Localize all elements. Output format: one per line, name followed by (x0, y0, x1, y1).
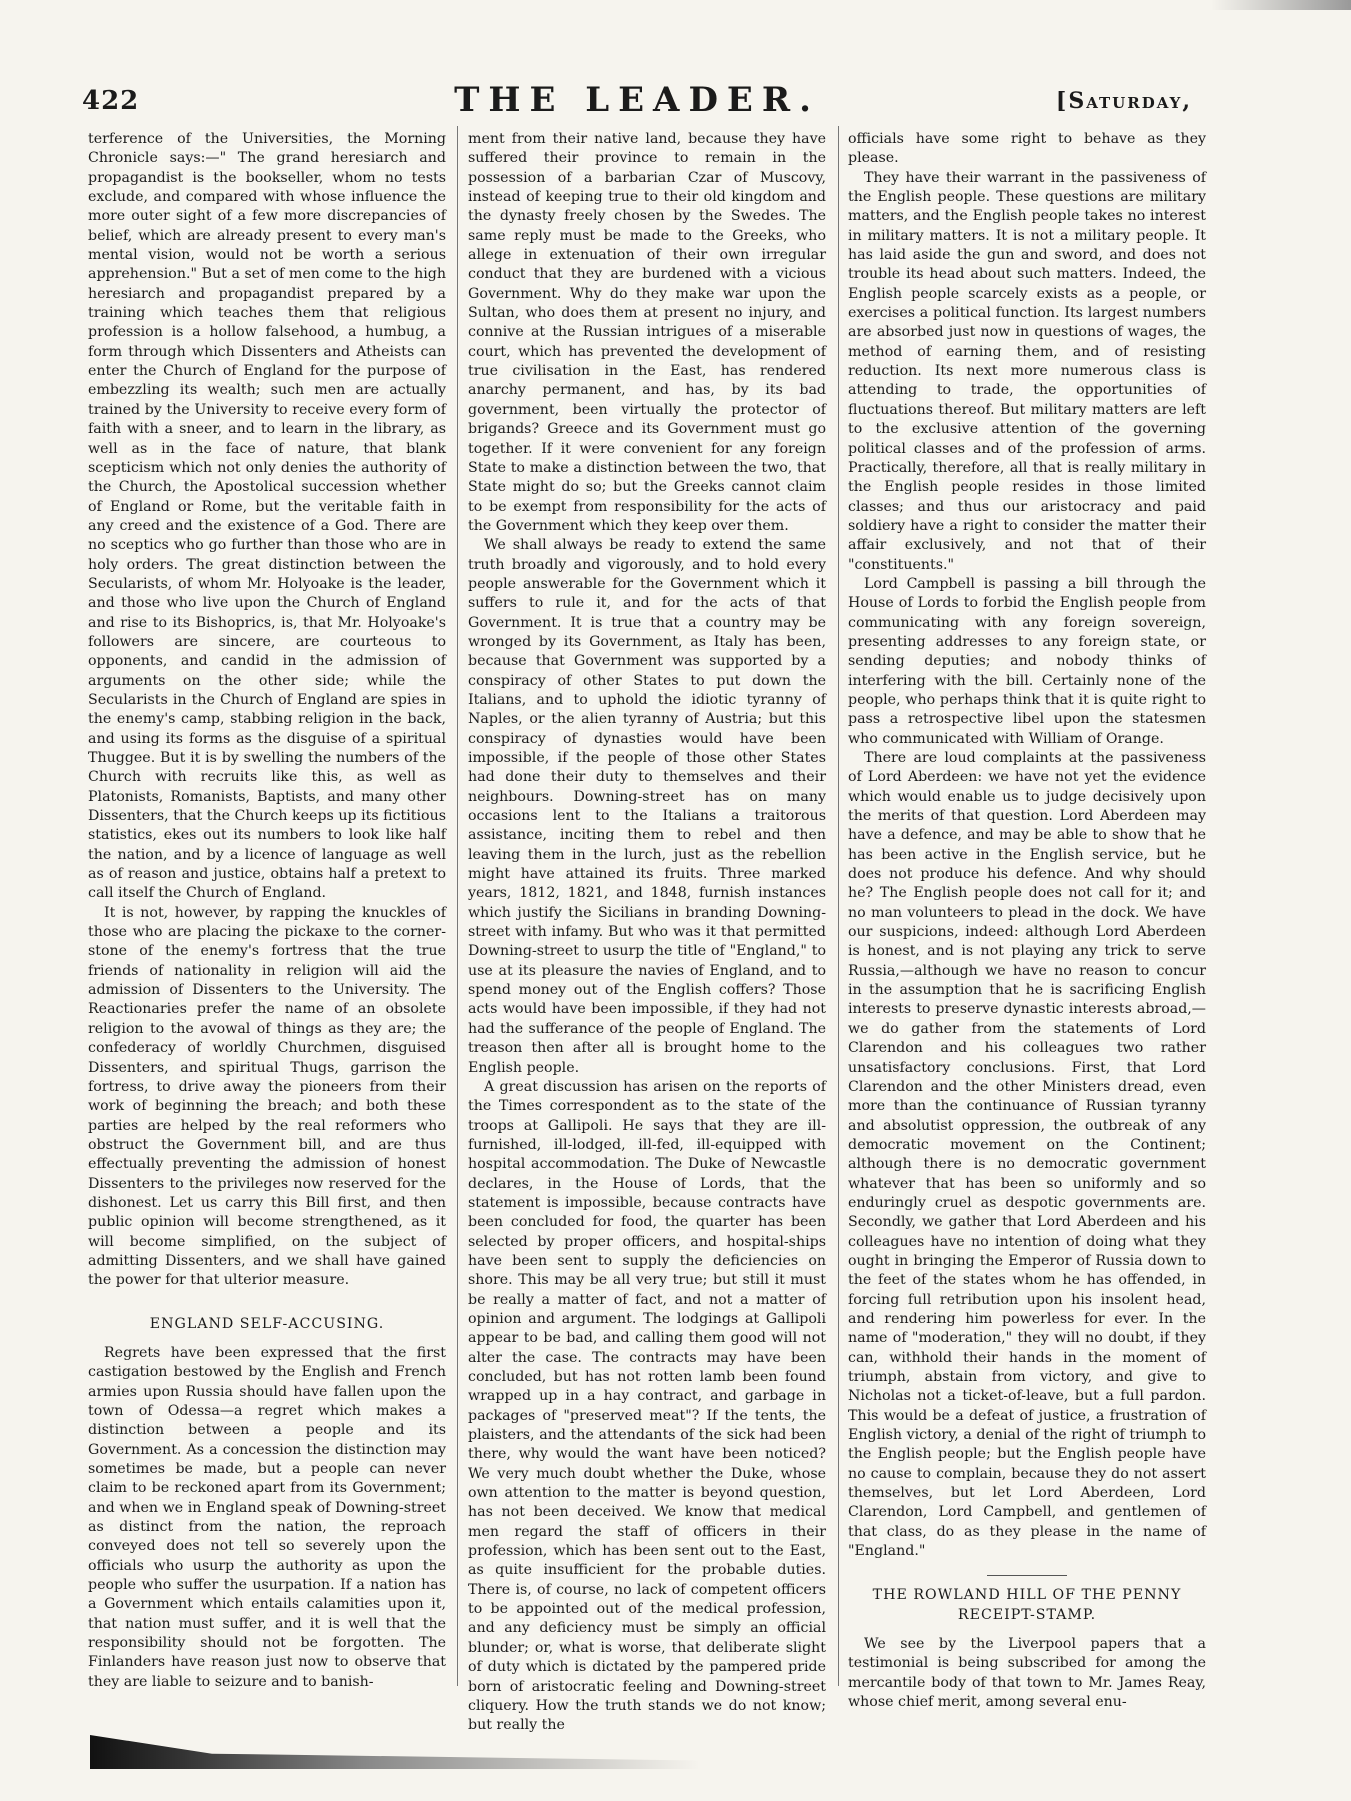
text-column-2 (468, 130, 826, 1734)
paragraph: terference of the Universities, the Morning Chronicle says:—" The grand heresiarch and propagandist is the bookseller, whom no tests exclude, and compared with whose influence the more outer sight of a few more discrepancies of belief, which are already present to every man's mental vision, would not be worth a serious apprehension." But a set of men come to the high heresiarch and propagandist prepared by a training which teaches them that religious profession is a hollow falsehood, a humbug, a form through which Dissenters and Atheists can enter the Church of England for the purpose of embezzling its wealth; such men are actually trained by the University to receive every form of faith with a sneer, and to learn in the library, as well as in the face of nature, that blank scepticism which not only denies the authority of the Church, the Apostolical succession whether of England or Rome, but the veritable faith in any creed and the existence of a God. There are no sceptics who go further than those who are in holy orders. The great distinction between the Secularists, of whom Mr. Holyoake is the leader, and those who live upon the Church of England and rise to its Bishoprics, is, that Mr. Holyoake's followers are sincere, are courteous to opponents, and candid in the admission of arguments on the other side; while the Secularists in the Church of England are spies in the enemy's camp, stabbing religion in the back, and using its forms as the disguise of a spiritual Thuggee. But it is by swelling the numbers of the Church with recruits like this, as well as Platonists, Romanists, Baptists, and many other Dissenters, that the Church keeps up its fictitious statistics, ekes out its numbers to look like half the nation, and by a licence of language as well as of reason and justice, obtains half a pretext to call itself the Church of England. (88, 131, 446, 902)
article-heading: ENGLAND SELF-ACCUSING. (149, 1315, 385, 1332)
paragraph: officials have some right to behave as they please. (848, 131, 1206, 167)
paragraph: A great discussion has arisen on the reports of the Times correspondent as to the state of the troops at Gallipoli. He says that they are ill-furnished, ill-lodged, ill-fed, ill-equipped with hospital accommodation. The Duke of Newcastle declares, in the House of Lords, that the statement is impossible, because contracts have been concluded for food, the quarter has been selected by proper officers, and hospital-ships have been sent to supply the deficiencies on shore. This may be all very true; but still it must be really a matter of fact, and not a matter of opinion and argument. The lodgings at Gallipoli appear to be bad, and calling them good will not alter the case. The contracts may have been concluded, but has not rotten lamb been found wrapped up in a hay contract, and garbage in packages of "preserved meat"? If the tents, the plaisters, and the attendants of the sick had been there, why would the want have been noticed? We very much doubt whether the Duke, whose own attention to the matter is beyond question, has not been deceived. We know that medical men regard the staff of officers in their profession, which has been sent out to the East, as quite insufficient for the probable duties. There is, of course, no lack of competent officers to be appointed out of the medical profession, and any deficiency must be simply an official blunder; or, what is worse, that deliberate slight of duty which is dictated by the pampered pride born of aristocratic feeling and Downing-street cliquery. How the truth stands we do not know; but really the (468, 1078, 826, 1734)
section-divider (987, 1575, 1067, 1576)
paragraph: Regrets have been expressed that the first castigation bestowed by the English and French armies upon Russia should have fallen upon the town of Odessa—a regret which makes a distinction between a people and its Government. As a concession the distinction may sometimes be made, but a people can never claim to be reckoned apart from its Government; and when we in England speak of Downing-street as distinct from the nation, the reproach conveyed does not tell so severely upon the officials who usurp the authority as upon the people who suffer the usurpation. If a nation has a Government which entails calamities upon it, that nation must suffer, and it is well that the responsibility should not be forgotten. The Finlanders have reason just now to observe that they are liable to seizure and to banish- (88, 1344, 446, 1690)
masthead (82, 80, 1192, 124)
text-column-3 (848, 130, 1206, 1710)
text-column-1 (88, 130, 446, 1710)
scan-edge-mark (1211, 0, 1351, 10)
paragraph: It is not, however, by rapping the knuckles of those who are placing the pickaxe to the corner-stone of the enemy's fortress that the true friends of nationality in religion will aid the admission of Dissenters to the University. The Reactionaries prefer the name of an obsolete religion to the avowal of things as they are; the confederacy of worldly Churchmen, disguised Dissenters, and spiritual Thugs, garrison the fortress, to drive away the pioneers from their work of beginning the breach; and both these parties are helped by the real reformers who obstruct the Government bill, and are thus effectually preventing the admission of honest Dissenters to the privileges now reserved for the dishonest. Let us carry this Bill first, and then public opinion will become strengthened, as it will become simplified, on the subject of admitting Dissenters, and we shall have gained the power for that ulterior measure. (88, 904, 446, 1289)
paragraph: Lord Campbell is passing a bill through the House of Lords to forbid the English people from communicating with any foreign sovereign, presenting addresses to any foreign state, or sending deputies; and nobody thinks of interfering with the bill. Certainly none of the people, who perhaps think that it is quite right to pass a retrospective libel upon the statesmen who communicated with William of Orange. (848, 575, 1206, 747)
paragraph: There are loud complaints at the passiveness of Lord Aberdeen: we have not yet the evidence which would enable us to judge decisively upon the merits of that question. Lord Aberdeen may have a defence, and may be able to show that he has been active in the English service, but he does not produce his defence. And why should he? The English people does not call for it; and no man volunteers to plead in the dock. We have our suspicions, indeed: although Lord Aberdeen is honest, and is not playing any trick to serve Russia,—although we have no reason to concur in the assumption that he is sacrificing English interests to preserve dynastic interests abroad,—we do gather from the statements of Lord Clarendon and his colleagues two rather unsatisfactory conclusions. First, that Lord Clarendon and the other Ministers dread, even more than the continuance of Russian tyranny and absolutist oppression, the outbreak of any democratic movement on the Continent; although there is no democratic government whatever that has been so uniformly and so enduringly cruel as despotic governments are. Secondly, we gather that Lord Aberdeen and his colleagues have no intention of doing what they ought in bringing the Emperor of Russia down to the feet of the states whom he has offended, in forcing full retribution upon his insolent head, and rendering him powerless for ever. In the name of "moderation," they will no doubt, if they can, withhold their hands in the moment of triumph, abstain from victory, and give to Nicholas not a ticket-of-leave, but a full pardon. This would be a defeat of justice, a frustration of English victory, a denial of the right of triumph to the English people; but the English people have no cause to complain, because they do not assert themselves, but let Lord Aberdeen, Lord Clarendon, Lord Campbell, and gentlemen of that class, do as they please in the name of "England." (848, 750, 1206, 1560)
article-heading-block (88, 1315, 446, 1334)
article-heading-block (848, 1586, 1206, 1625)
paragraph: We shall always be ready to extend the same truth broadly and vigorously, and to hold every people answerable for the Government which it suffers to rule it, and for the acts of that Government. It is true that a country may be wronged by its Government, as Italy has been, because that Government was supported by a conspiracy of other States to put down the Italians, and to uphold the idiotic tyranny of Naples, or the alien tyranny of Austria; but this conspiracy of dynasties would have been impossible, if the people of those other States had done their duty to themselves and their neighbours. Downing-street has on many occasions lent to the Italians a traitorous assistance, inciting them to rebel and then leaving them in the lurch, just as the rebellion might have attained its fruits. Three marked years, 1812, 1821, and 1848, furnish instances which justify the Sicilians in branding Downing-street with infamy. But who was it that permitted Downing-street to usurp the title of "England," to use at its pleasure the navies of England, and to spend money out of the English coffers? Those acts would have been impossible, if they had not had the sufferance of the people of England. The treason then after all is brought home to the English people. (468, 537, 826, 1076)
article-heading-line: RECEIPT-STAMP. (957, 1606, 1097, 1623)
column-rule (457, 126, 458, 1686)
scan-shadow (90, 1735, 700, 1769)
paragraph: They have their warrant in the passiveness of the English people. These questions are military matters, and the English people takes no interest in military matters. It is not a military people. It has laid aside the gun and sword, and does not trouble its head about such matters. Indeed, the English people scarcely exists as a people, or exercises a political function. Its largest numbers are absorbed just now in questions of wages, the method of earning them, and of resisting reduction. Its next more numerous class is attending to trade, the opportunities of fluctuations thereof. But military matters are left to the exclusive attention of the governing political classes and of the profession of arms. Practically, therefore, all that is really military in the English people resides in those limited classes; and thus our aristocracy and paid soldiery have a right to consider the matter their affair exclusively, and not that of their "constituents." (848, 169, 1206, 573)
paragraph: We see by the Liverpool papers that a testimonial is being subscribed for among the mercantile body of that town to Mr. James Reay, whose chief merit, among several enu- (848, 1636, 1206, 1711)
newspaper-title: THE LEADER. (454, 80, 820, 120)
paragraph: ment from their native land, because they have suffered their province to remain in the possession of a barbarian Czar of Muscovy, instead of keeping true to their old kingdom and the dynasty freely chosen by the Swedes. The same reply must be made to the Greeks, who allege in extenuation of their own irregular conduct that they are burdened with a vicious Government. Why do they make war upon the Sultan, who does them at present no injury, and connive at the Russian intrigues of a miserable court, which has prevented the development of true civilisation in the East, has rendered anarchy permanent, and has, by its bad government, been virtually the protector of brigands? Greece and its Government must go together. If it were convenient for any foreign State to make a distinction between the two, that State might do so; but the Greeks cannot claim to be exempt from responsibility for the acts of the Government which they keep over them. (468, 131, 826, 534)
issue-day: [Saturday, (1055, 88, 1192, 114)
article-heading-line: THE ROWLAND HILL OF THE PENNY (872, 1587, 1182, 1604)
page-number: 422 (82, 86, 140, 116)
column-rule (838, 126, 839, 1686)
